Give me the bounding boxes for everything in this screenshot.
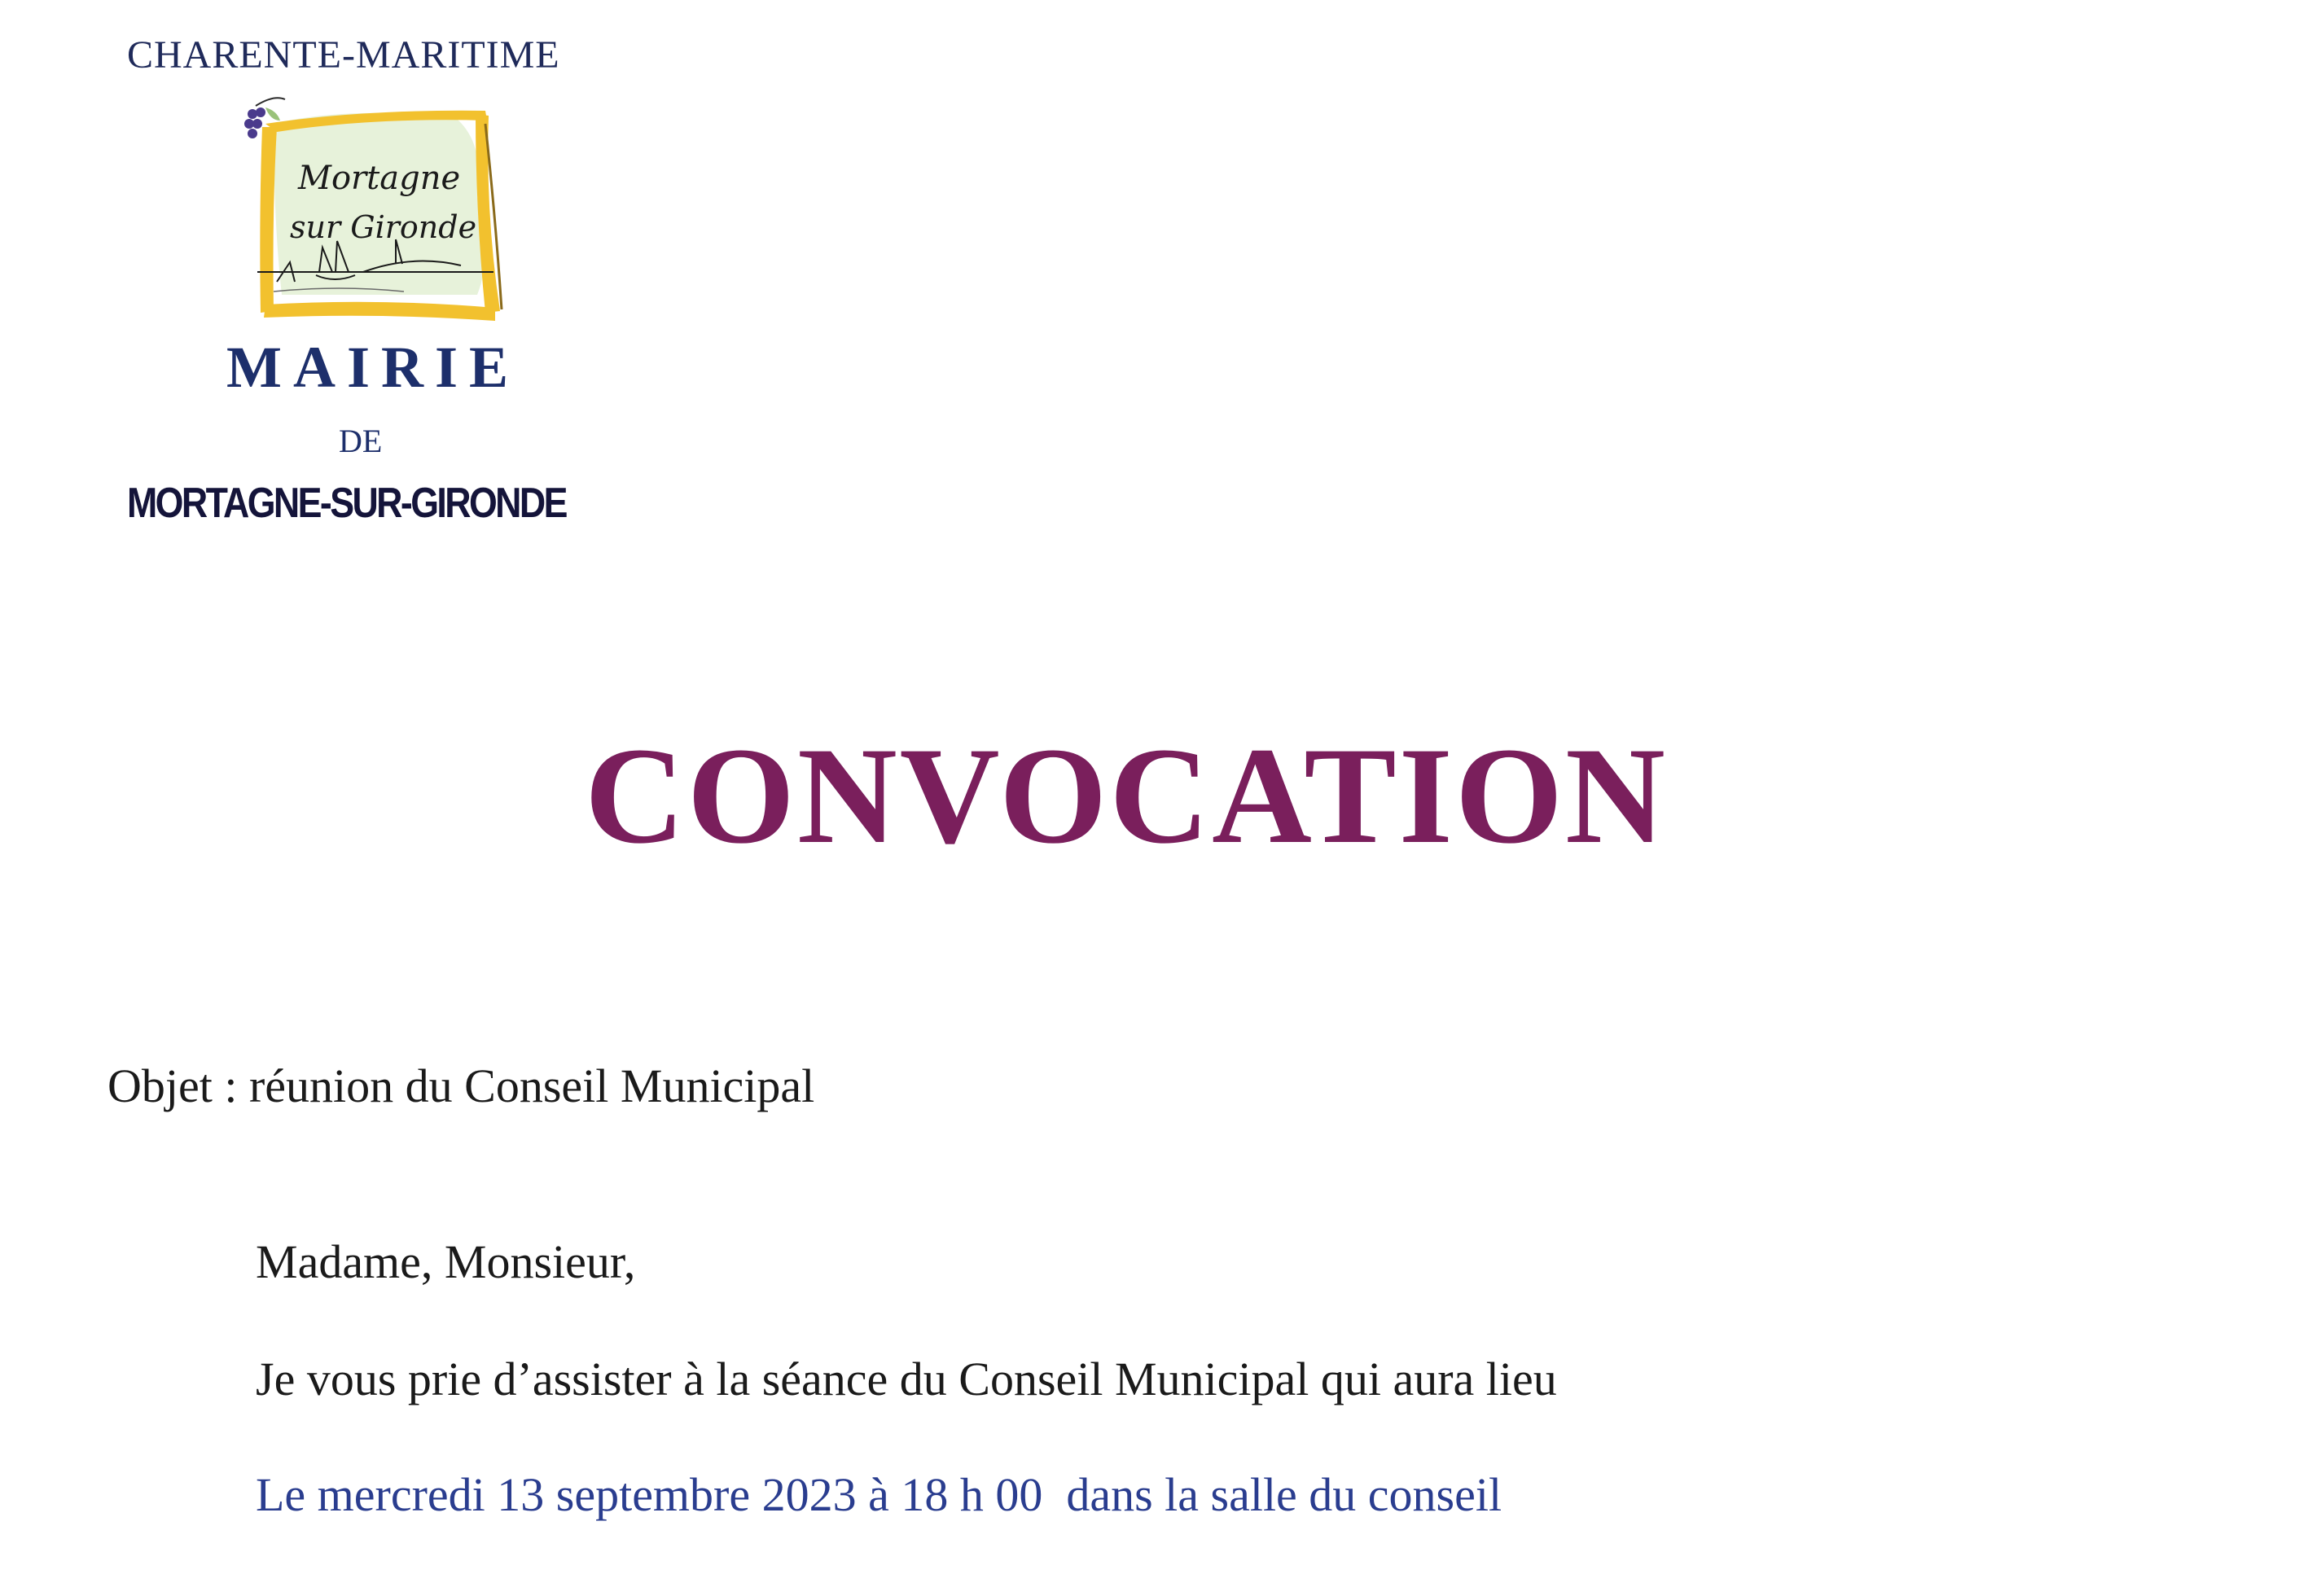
- logo-text-line1: Mortagne: [298, 160, 461, 197]
- body-text: Je vous prie d’assister à la séance du Conseil Municipal qui aura lieu: [256, 1353, 1557, 1405]
- meeting-date-line: Le mercredi 13 septembre 2023 à 18 h 00 dans la salle du conseil: [256, 1468, 1502, 1521]
- mortagne-sur-gironde-logo: [241, 91, 510, 335]
- subject-line: Objet : réunion du Conseil Municipal: [107, 1059, 815, 1112]
- department-name: CHARENTE-MARITIME: [127, 33, 560, 77]
- commune-name: MORTAGNE-SUR-GIRONDE: [127, 480, 566, 527]
- mairie-de: DE: [339, 423, 383, 459]
- salutation: Madame, Monsieur,: [256, 1235, 636, 1288]
- mairie-heading: MAIRIE: [226, 335, 520, 400]
- logo-text-line2: sur Gironde: [290, 209, 477, 245]
- page-title: CONVOCATION: [585, 719, 1668, 872]
